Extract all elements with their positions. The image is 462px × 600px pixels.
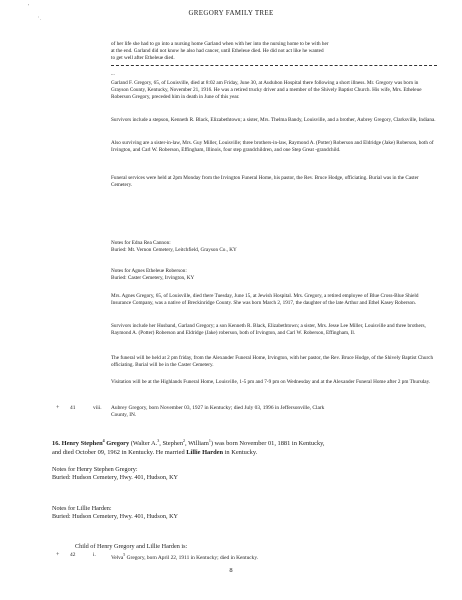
burial-line: Buried: Mt. Vernon Cemetery, Leitchfield, Grayson Co., KY (111, 246, 237, 253)
henry-line-1 (52, 437, 432, 449)
notes-henry (52, 466, 178, 482)
entry-roman: i. (93, 552, 96, 558)
obituary-agnes (111, 293, 437, 307)
paragraph: The funeral will be held at 2 pm friday, from the Alexander Funeral Home, Irvington, with her pastor, the Rev. Bruce Hodge, of the Shively Baptist Church officiating. Burial will be in the Caster Cemetery. (111, 355, 434, 368)
visitation-paragraph (111, 379, 437, 386)
notes-agnes (111, 268, 437, 282)
scan-mark: ' . (38, 17, 42, 22)
entry-roman: viii. (93, 405, 102, 411)
survivors-paragraph (111, 323, 437, 337)
entry-number: 41 (70, 405, 76, 411)
marriage-place: in Kentucky. (223, 448, 258, 456)
generation-sup: 2 (183, 438, 186, 443)
henry-line-2 (52, 449, 432, 458)
child-name: Velva (111, 554, 124, 561)
survivors-paragraph (111, 117, 437, 124)
obituary-garland (111, 80, 437, 101)
ancestry: (Walter A. (129, 440, 158, 448)
generation-sup: 5 (123, 552, 126, 557)
has-descendants-marker: + (56, 552, 60, 558)
funeral-paragraph (111, 175, 437, 189)
text-line: at the end. Garland did not know he also had cancer, until Etheleue died. He did not act like he wanted (111, 47, 324, 54)
page-number: 8 (229, 567, 233, 574)
also-surviving-paragraph (111, 140, 437, 154)
text-line: of her life she had to go into a nursing home Garland when with her into the nursing home to be with her (111, 41, 329, 47)
burial-line: Buried: Caster Cemetery, Irvington, KY (111, 274, 195, 281)
paragraph: Funeral services were held at 2pm Monday from the Irvington Funeral Home, his pastor, the Rev. Bruce Hodge, officiating. Burial was in the Caster Cemetery. (111, 175, 419, 188)
person-surname: Gregory (104, 440, 130, 448)
notes-heading: Notes for Edna Rea Cannon: (111, 240, 171, 246)
text-line: Aubrey Gregory, born November 03, 1927 in Kentucky; died July 03, 1996 in Jeffersonville, Clark (111, 405, 325, 411)
funeral-paragraph (111, 355, 437, 369)
page-header: GREGORY FAMILY TREE (188, 9, 274, 17)
notes-heading: Notes for Lillie Harden: (52, 505, 112, 512)
generation-sup: 4 (102, 438, 105, 443)
text-line: to get well after Etheleue died. (111, 54, 175, 61)
person-name: Henry Stephen (61, 440, 103, 448)
paragraph: Survivors include a stepson, Kenneth R. Black, Elizabethtown; a sister, Mrs. Thelma Bandy, Louisville, and a brother, Aubrey Gregory, Clarksville, Indiana. (111, 117, 436, 123)
spouse-name: Lillie Harden (186, 448, 224, 456)
paragraph: Visitation will be at the Highlands Funeral Home, Louisville, 1-5 pm and 7-9 pm on Wednesday and at the Alexander Funeral Home after 2 pm Thursday. (111, 379, 431, 385)
paragraph: Survivors include her Husband, Garland Gregory; a son Kenneth R. Black, Elizabethtown; a sister, Mrs. Jesse Lee Miller, Louisville and three brothers, Raymond A. (Potter) Roberson and Eldridge (Jake) roberson, both of Irvington, and Carl W. Roberson, Effingham, Il. (111, 323, 426, 336)
children-heading: Child of Henry Gregory and Lillie Harden is: (75, 543, 188, 550)
entry-text (111, 405, 437, 419)
generation-sup: 1 (208, 438, 211, 443)
notes-lillie (52, 505, 178, 521)
paragraph: Mrs. Agnes Gregory, 65, of Louisville, died there Tuesday, June 15, at Jewish Hospital. Mrs. Gregory, a retired employee of Blue Cross-Blue Shield Insurance Company, was a native of Breckinridge County. She was born March 2, 1917, the daughter of the late Arthur and Ethel Kasey Roberson. (111, 293, 419, 306)
generation-sup: 3 (157, 438, 160, 443)
ancestry: , William (185, 440, 209, 448)
ellipsis: ... (111, 72, 115, 77)
notes-heading: Notes for Agnes Etheleue Roberson: (111, 268, 187, 274)
burial-line: Buried: Hudson Cemetery, Hwy. 401, Hudson, KY (52, 513, 179, 520)
text-line: County, IN. (111, 411, 137, 418)
burial-line: Buried: Hudson Cemetery, Hwy. 401, Hudson, KY (52, 474, 179, 481)
notes-edna (111, 240, 437, 254)
has-descendants-marker: + (56, 405, 60, 411)
paragraph: Garland F. Gregory, 65, of Louisville, died at 8:02 am Friday, June 30, at Audubon Hospital there following a short illness. Mr. Gregory was born in Grayson County, Kentucky, November 21, 1916. He was a retired trucky driver and a member of the Shively Baptist Church. His wife, Mrs. Etheleue Roberson Gregory, preceded him in death in June of this year. (111, 80, 422, 100)
henry-entry (52, 437, 432, 457)
continued-text (111, 41, 437, 62)
child-details: Gregory, born April 22, 1911 in Kentucky; died in Kentucky. (125, 554, 259, 561)
entry-number: 42 (70, 552, 76, 558)
ancestry: , Stephen (159, 440, 184, 448)
notes-heading: Notes for Henry Stephen Gregory: (52, 466, 138, 473)
scan-mark: ' (28, 4, 30, 10)
generation-number: 16. (52, 440, 60, 448)
divider (111, 65, 437, 66)
child-entry (111, 552, 437, 562)
birth-text: ) was born November 01, 1881 in Kentucky, (210, 440, 325, 448)
death-text: and died October 09, 1962 in Kentucky. He married (52, 448, 187, 456)
paragraph: Also surviving are a sister-in-law, Mrs. Guy Miller, Louisville; three brothers-in-law, Raymond A. (Potter) Roberson and Eldridge (Jake) Roberson, both of Irvington, and Carl W. Roberson, Effingham, Illinois, four step grandchildren, and one Step Great -grandchild. (111, 140, 434, 153)
